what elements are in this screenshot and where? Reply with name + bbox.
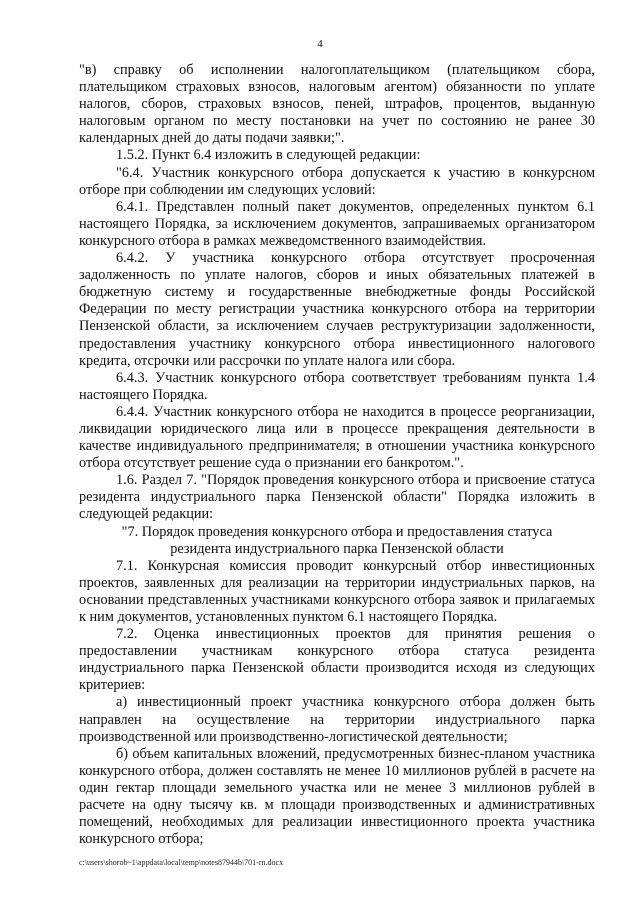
paragraph-6-4-3: 6.4.3. Участник конкурсного отбора соответствует требованиям пункта 1.4 настоящего Порядка. bbox=[79, 369, 595, 403]
paragraph-6-4-4: 6.4.4. Участник конкурсного отбора не находится в процессе реорганизации, ликвидации юридического лица или в процессе прекращения деятельности в качестве индивидуального предпринимателя; в отношении участника конкурсного отбора отсутствует решение суда о признании его банкротом.". bbox=[79, 403, 595, 472]
page-number: 4 bbox=[317, 38, 323, 50]
paragraph-6-4-1: 6.4.1. Представлен полный пакет документов, определенных пунктом 6.1 настоящего Порядка, за исключением документов, запрашиваемых организатором конкурсного отбора в рамках межведомственного взаимодействия. bbox=[79, 198, 595, 249]
paragraph-7-1: 7.1. Конкурсная комиссия проводит конкурсный отбор инвестиционных проектов, заявленных для реализации на территории индустриальных парков, на основании представленных участниками конкурсного отбора заявок и прилагаемых к ним документов, установленных пунктом 6.1 настоящего Порядка. bbox=[79, 557, 595, 625]
paragraph-criterion-b: б) объем капитальных вложений, предусмотренных бизнес-планом участника конкурсного отбора, должен составлять не менее 10 миллионов рублей в расчете на один гектар площади земельного участка или не менее 3 миллионов рублей в расчете на одну тысячу кв. м площади производственных и административных помещений, необходимых для реализации инвестиционного проекта участника конкурсного отбора; bbox=[79, 745, 595, 848]
paragraph-item-v: "в) справку об исполнении налогоплательщиком (плательщиком сбора, плательщиком страховых взносов, налоговым агентом) обязанности по уплате налогов, сборов, страховых взносов, пеней, штрафов, процентов, выданную налоговым органом по месту постановки на учет по состоянию не ранее 30 календарных дней до даты подачи заявки;". bbox=[79, 62, 595, 147]
section-heading-line-2: резидента индустриального парка Пензенской области bbox=[170, 540, 504, 557]
paragraph-6-4: "6.4. Участник конкурсного отбора допускается к участию в конкурсном отборе при соблюдении им следующих условий: bbox=[79, 164, 595, 198]
paragraph-7-2: 7.2. Оценка инвестиционных проектов для принятия решения о предоставлении участникам конкурсного отбора статуса резидента индустриального парка Пензенской области производится исходя из следующих критериев: bbox=[79, 626, 595, 694]
section-heading-line-1: "7. Порядок проведения конкурсного отбора и предоставления статуса bbox=[121, 523, 553, 540]
paragraph-1-5-2: 1.5.2. Пункт 6.4 изложить в следующей редакции: bbox=[116, 147, 421, 164]
document-body bbox=[79, 62, 595, 848]
paragraph-criterion-a: а) инвестиционный проект участника конкурсного отбора должен быть направлен на осуществление на территории индустриального парка производственной или производственно-логистической деятельности; bbox=[79, 694, 595, 745]
paragraph-6-4-2: 6.4.2. У участника конкурсного отбора отсутствует просроченная задолженность по уплате налогов, сборов и иных обязательных платежей в бюджетную систему и государственные внебюджетные фонды Российской Федерации по месту регистрации участника конкурсного отбора на территории Пензенской области, за исключением случаев реструктуризации задолженности, предоставления участнику конкурсного отбора инвестиционного налогового кредита, отсрочки или рассрочки по уплате налога или сбора. bbox=[79, 250, 595, 369]
paragraph-1-6: 1.6. Раздел 7. "Порядок проведения конкурсного отбора и присвоение статуса резидента индустриального парка Пензенской области" Порядка изложить в следующей редакции: bbox=[79, 472, 595, 523]
footer-file-path: c:\users\shorob~1\appdata\local\temp\notes87944b\701-rn.docx bbox=[79, 858, 284, 867]
